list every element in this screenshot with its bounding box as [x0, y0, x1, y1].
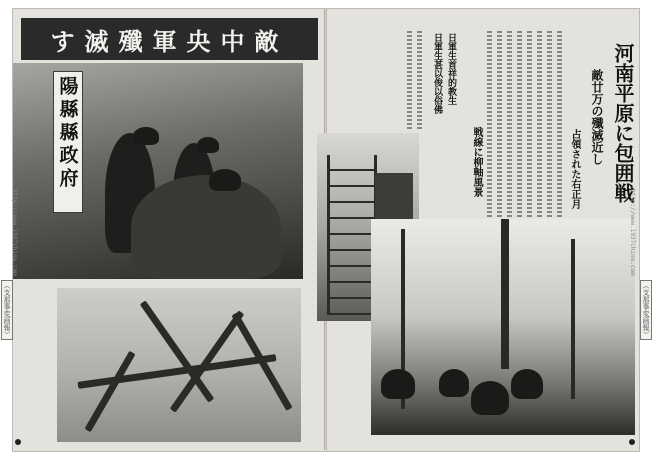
soldier-figure	[131, 175, 281, 279]
barricade-beam	[77, 354, 276, 389]
helmet	[209, 169, 241, 191]
helmet	[439, 369, 469, 397]
body-text-column	[417, 31, 422, 131]
body-text-column	[557, 31, 562, 227]
barricade-beam	[140, 300, 215, 402]
left-margin-url: http://www.1937china.com	[11, 189, 18, 276]
headline-main: 河南平原に包囲戦	[611, 43, 635, 203]
signboard-text: 陽縣縣政府	[56, 76, 79, 191]
subhead-front-scene: 戦線に柳軸風景	[471, 127, 482, 197]
soldiers-at-gate-photo	[13, 63, 303, 279]
body-text-column	[537, 31, 542, 227]
soldiers-in-field-photo	[371, 219, 635, 435]
subhead-occupied: 占領された右正月	[569, 129, 580, 209]
right-page	[326, 8, 640, 452]
headline-sub: 敵廿万の殲滅近し	[590, 69, 604, 165]
body-text-column	[407, 31, 412, 131]
helmet	[381, 369, 415, 399]
barbed-wire-barricade-photo	[57, 288, 301, 442]
body-text-column	[547, 31, 552, 227]
body-text-column	[487, 31, 492, 227]
subhead-japan-2: 日軍生甚以俊以俗佛	[432, 33, 442, 114]
ladder	[327, 155, 377, 315]
page-number-marker	[629, 439, 635, 445]
helmet	[511, 369, 543, 399]
body-text-column	[507, 31, 512, 227]
banner-title: す滅殲軍央中敵	[50, 26, 289, 56]
left-page	[12, 8, 327, 452]
title-banner	[21, 18, 318, 60]
helmet	[133, 127, 159, 145]
subhead-japan-1: 日軍生首祥的教生	[446, 33, 456, 105]
tree	[501, 219, 509, 369]
helmet	[197, 137, 219, 153]
body-text-column	[527, 31, 532, 227]
page-number-marker	[15, 439, 21, 445]
left-side-label: （支那事変画報）	[3, 282, 11, 338]
tree	[571, 239, 575, 399]
body-text-column	[517, 31, 522, 227]
right-side-label: （支那事変画報）	[642, 282, 650, 338]
barricade-beam	[84, 351, 135, 432]
body-text-column	[497, 31, 502, 227]
right-margin-url: http://www.1937china.com	[629, 189, 636, 276]
signboard	[53, 71, 83, 213]
helmet	[471, 381, 509, 415]
